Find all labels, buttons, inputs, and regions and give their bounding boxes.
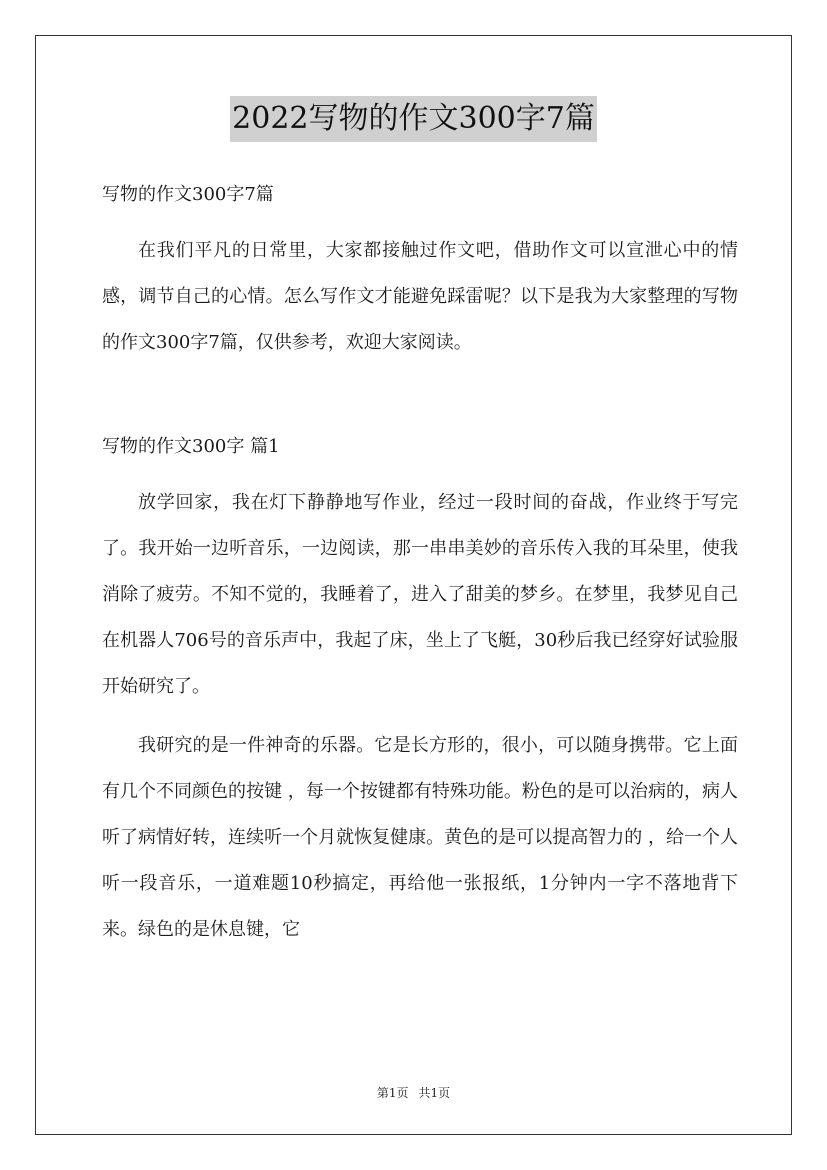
document-title: 2022写物的作文300字7篇 <box>230 96 597 142</box>
title-container <box>0 96 827 142</box>
page-footer <box>0 1083 827 1103</box>
intro-paragraph: 在我们平凡的日常里，大家都接触过作文吧，借助作文可以宣泄心中的情感，调节自己的心情。怎么写作文才能避免踩雷呢？以下是我为大家整理的写物的作文300字7篇，仅供参考，欢迎大家阅读。 <box>102 240 738 353</box>
document-subtitle: 写物的作文300字7篇 <box>102 184 274 205</box>
page-number: 第1页 <box>376 1086 409 1100</box>
document-body <box>102 172 738 953</box>
body-paragraph-1: 放学回家，我在灯下静静地写作业，经过一段时间的奋战，作业终于写完了。我开始一边听音乐，一边阅读，那一串串美妙的音乐传入我的耳朵里，使我消除了疲劳。不知不觉的，我睡着了，进入了甜美的梦乡。在梦里，我梦见自己在机器人706号的音乐声中，我起了床，坐上了飞艇，30秒后我已经穿好试验服开始研究了。 <box>102 492 738 697</box>
page-total: 共1页 <box>418 1086 451 1100</box>
body-paragraph-2: 我研究的是一件神奇的乐器。它是长方形的，很小，可以随身携带。它上面有几个不同颜色的按键 ，每一个按键都有特殊功能。粉色的是可以治病的，病人听了病情好转，连续听一个月就恢复健康。黄色的是可以提高智力的 ，给一个人听一段音乐，一道难题10秒搞定，再给他一张报纸，1分钟内一字不落地背下来。绿色的是休息键，它 <box>102 735 738 940</box>
section-heading: 写物的作文300字 篇1 <box>102 436 280 457</box>
